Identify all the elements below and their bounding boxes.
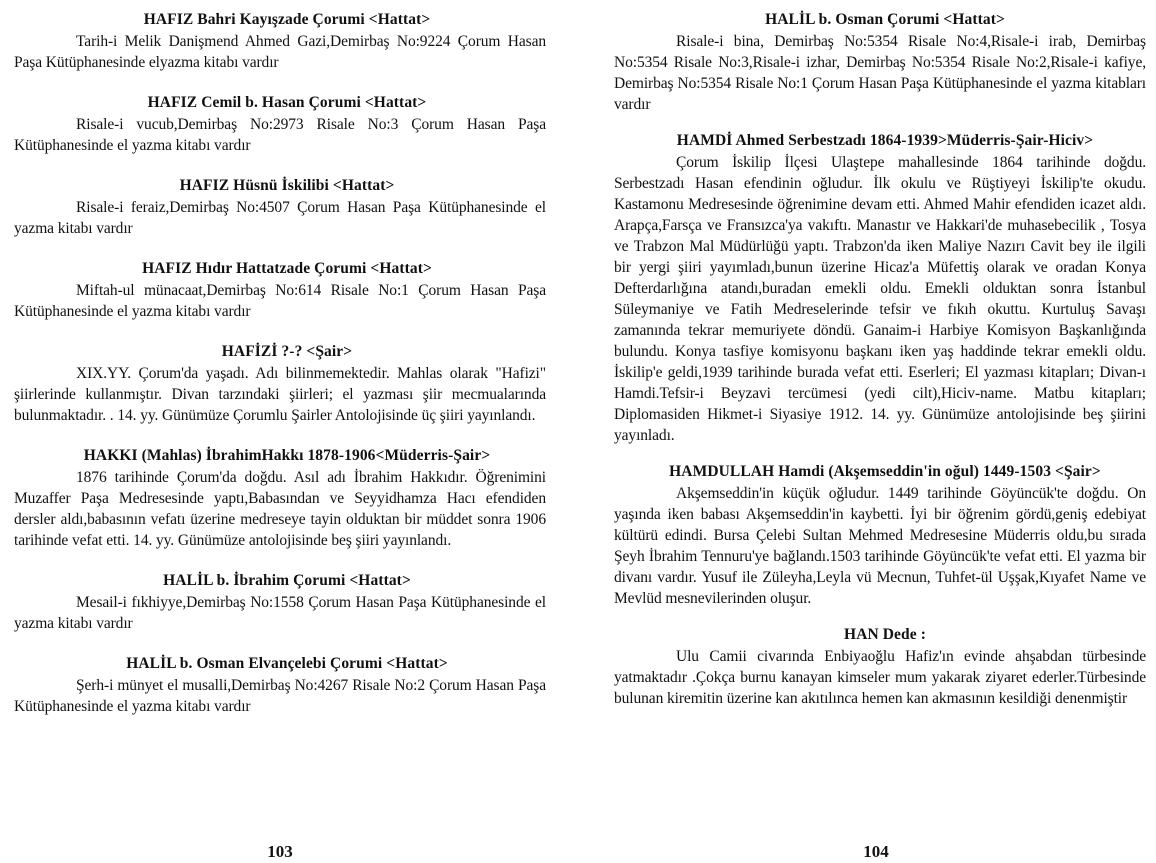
entry-text: Mesail-i fıkhiyye,Demirbaş No:1558 Çorum Hasan Paşa Kütüphanesinde el yazma kitabı vardır: [14, 594, 546, 632]
page-number: 103: [267, 842, 293, 861]
page-number: 104: [863, 842, 889, 861]
entry-heading: HALİL b. Osman Elvançelebi Çorumi <Hattat>: [126, 655, 448, 672]
entry-heading: HAFIZ Hüsnü İskilibi <Hattat>: [179, 177, 395, 194]
entry-heading: HAFİZİ ?-? <Şair>: [221, 343, 353, 360]
entry-text: Ulu Camii civarında Enbiyaoğlu Hafiz'ın evinde ahşabdan türbesinde yatmaktadır .Çokça burnu kanayan kimseler mum yakarak ziyaret ederler.Türbesinde bulunan kiremitin üzerine kan akıtılınca hemen kan akmasının kesildiği denenmiştir: [614, 648, 1146, 707]
entry: [14, 93, 560, 156]
entry-heading: HAFIZ Hıdır Hattatzade Çorumi <Hattat>: [142, 260, 432, 277]
entry: [614, 131, 1156, 446]
entry-heading: HALİL b. Osman Çorumi <Hattat>: [765, 11, 1005, 28]
entry-text: 1876 tarihinde Çorum'da doğdu. Asıl adı İbrahim Hakkıdır. Öğrenimini Muzaffer Paşa Medresesinde yaptı,Babasından ve Seyyidhamza Hacı efendiden dersler aldı,babasının vefatı üzerine medreseye tayin olduktan bir müddet sonra 1906 tarihinde vefat etti. 14. yy. Günümüze antolojisinde beş şiiri yayınlandı.: [14, 469, 546, 549]
right-page: [596, 0, 1156, 863]
entry-text: Risale-i vucub,Demirbaş No:2973 Risale No:3 Çorum Hasan Paşa Kütüphanesinde el yazma kitabı vardır: [14, 116, 546, 154]
entry: [14, 259, 560, 322]
entry: [14, 446, 560, 551]
gutter: [578, 0, 579, 863]
left-page: [0, 0, 560, 863]
entry-text: Akşemseddin'in küçük oğludur. 1449 tarihinde Göyüncük'te doğdu. On yaşında iken babası Akşemseddin'in kaybetti. İyi bir öğrenim gördü,geniş edebiyat kültürü edindi. Bursa Çelebi Sultan Mehmed Medresesine Müderris oldu,bu sırada Şeyh İbrahim Tennuru'ye bağlandı.1503 tarihinde Göyüncük'te vefat etti. El yazma bir divanı vardır. Yusuf ile Züleyha,Leyla vü Mecnun, Tuhfet-ül Uşşak,Kıyafet Name ve Mevlüd mesnevilerinden oluşur.: [614, 485, 1146, 607]
entry: [14, 654, 560, 717]
entry-text: Tarih-i Melik Danişmend Ahmed Gazi,Demirbaş No:9224 Çorum Hasan Paşa Kütüphanesinde elyazma kitabı vardır: [14, 33, 546, 71]
entry-heading: HAN Dede :: [844, 626, 926, 643]
entry-text: Çorum İskilip İlçesi Ulaştepe mahallesinde 1864 tarihinde doğdu. Serbestzadı Hasan efendinin oğludur. İlk okulu ve Rüştiyeyi İskilip'te okudu. Kastamonu Medresesinde öğrenimine devam etti. Ahmed Mahir efendiden icazet aldı. Arapça,Farsça ve Fransızca'ya vakıftı. Manastır ve Hakkari'de muhasebecilik , Tosya ve Trabzon Mal Müdürlüğü yaptı. Trabzon'da iken Maliye Nazırı Cavit bey ile ilgili bir yergi şiiri yayımladı,bunun üzerine Hicaz'a Müfettiş olarak ve oradan Konya Defterdarlığına atandı,buradan emekli oldu. Emekli olduktan sonra İstanbul Süleymaniye ve Fatih Medreselerinde tefsir ve fıkıh okuttu. Kurtuluş Savaşı zamanında tekrar memuriyete döndü. Ganaim-i Harbiye Komisyon Başkanlığında bulundu. Konya tasfiye komisyonu başkanı iken yaş haddinde tekrar emekli oldu. İskilip'e geldi,1939 tarihinde burada vefat etti. Eserleri; El yazması kitapları; Divan-ı Hamdi.Tefsir-i Beyzavi tercümesi (yedi cilt),Hiciv-name. Matbu kitapları; Diplomasiden Hikmet-i Siyasiye 1912. 14. yy. Günümüze antolojisinde beş şiirini yayınladı.: [614, 154, 1146, 444]
entry-text: Risale-i bina, Demirbaş No:5354 Risale No:4,Risale-i irab, Demirbaş No:5354 Risale No:3,Risale-i izhar, Demirbaş No:5354 Risale No:2,Risale-i kafiye, Demirbaş No:5354 Risale No:1 Çorum Hasan Paşa Kütüphanesinde el yazma kitabları vardır: [614, 33, 1146, 113]
entry-heading: HAFIZ Bahri Kayışzade Çorumi <Hattat>: [143, 11, 431, 28]
entry: [14, 176, 560, 239]
entry-heading: HAMDULLAH Hamdi (Akşemseddin'in oğul) 1449-1503 <Şair>: [669, 463, 1101, 480]
entry-heading: HAFIZ Cemil b. Hasan Çorumi <Hattat>: [147, 94, 427, 111]
entry-heading: HALİL b. İbrahim Çorumi <Hattat>: [163, 572, 411, 589]
entry-text: XIX.YY. Çorum'da yaşadı. Adı bilinmemektedir. Mahlas olarak "Hafizi" şiirlerinde kullanmıştır. Divan tarzındaki şiirleri; el yazması şiir mecmualarında bulunmaktadır. . 14. yy. Günümüze Çorumlu Şairler Antolojisinde üç şiiri yayınlandı.: [14, 365, 546, 424]
entry: [614, 10, 1156, 115]
entry-text: Miftah-ul münacaat,Demirbaş No:614 Risale No:1 Çorum Hasan Paşa Kütüphanesinde el yazma kitabı vardır: [14, 282, 546, 320]
entry-text: Risale-i feraiz,Demirbaş No:4507 Çorum Hasan Paşa Kütüphanesinde el yazma kitabı vardır: [14, 199, 546, 237]
entry-heading: HAKKI (Mahlas) İbrahimHakkı 1878-1906<Müderris-Şair>: [83, 447, 491, 464]
entry: [14, 10, 560, 73]
entry: [14, 342, 560, 426]
entry-heading: HAMDİ Ahmed Serbestzadı 1864-1939>Müderris-Şair-Hiciv>: [676, 132, 1094, 149]
entry: [14, 571, 560, 634]
entry-text: Şerh-i münyet el musalli,Demirbaş No:4267 Risale No:2 Çorum Hasan Paşa Kütüphanesinde el yazma kitabı vardır: [14, 677, 546, 715]
entry: [614, 625, 1156, 709]
entry: [614, 462, 1156, 609]
